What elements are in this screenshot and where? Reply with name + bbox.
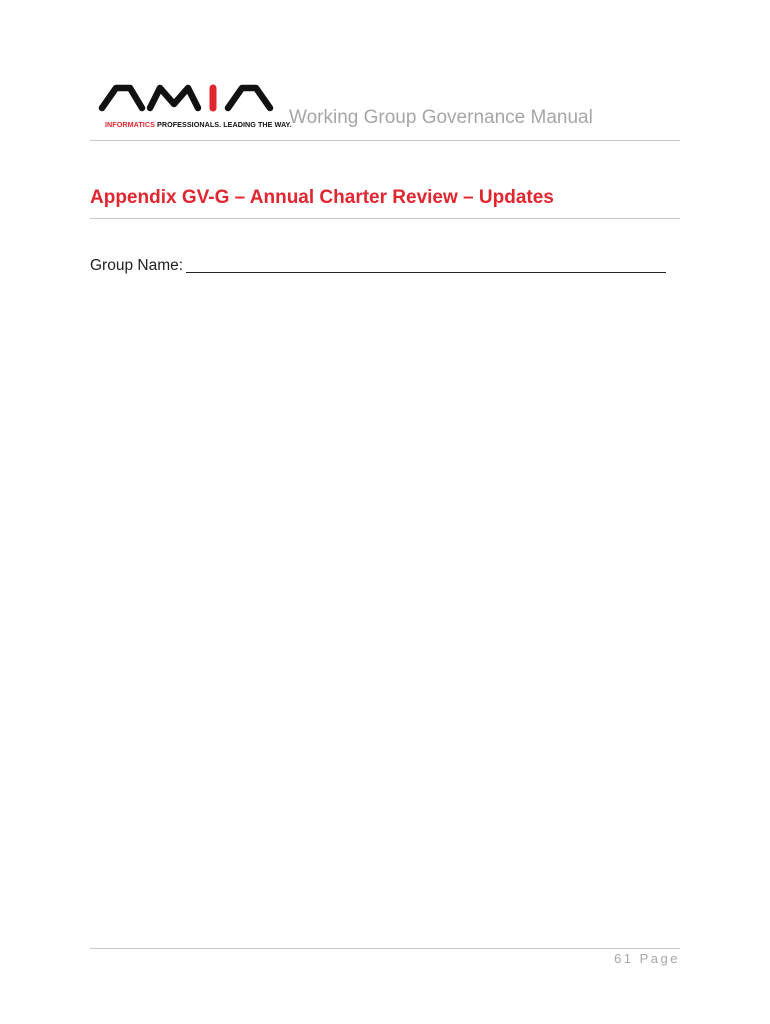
amia-logo [96, 80, 292, 130]
group-name-blank-line [186, 272, 666, 273]
logo-tagline [105, 120, 292, 129]
title-divider [90, 218, 680, 219]
appendix-title: Appendix GV-G – Annual Charter Review – Updates [90, 187, 554, 208]
tagline-rest: PROFESSIONALS. LEADING THE WAY. [154, 120, 292, 129]
group-name-label: Group Name: [90, 257, 184, 274]
page-header [90, 78, 680, 140]
amia-logo-mark [96, 80, 276, 120]
document-title: Working Group Governance Manual [289, 107, 593, 128]
page-number: 61 Page [614, 951, 680, 966]
footer-divider [90, 948, 680, 949]
tagline-accent: INFORMATICS [105, 120, 155, 129]
header-divider [90, 140, 680, 141]
